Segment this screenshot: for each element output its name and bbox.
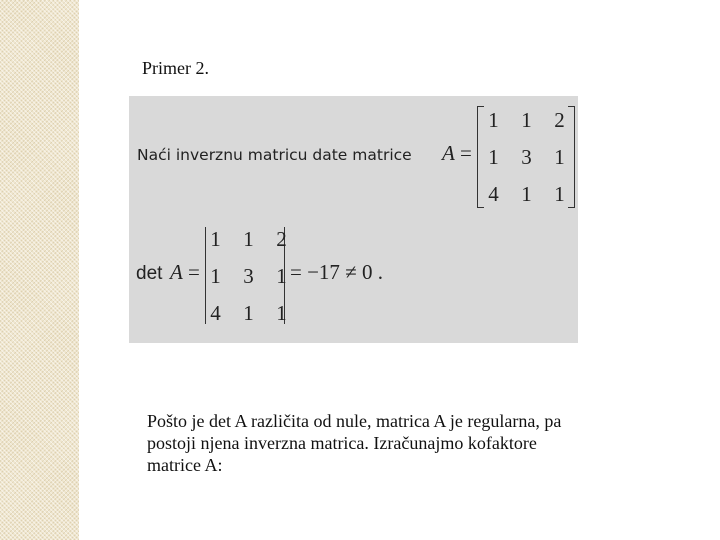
matrix-cell: 1 — [554, 182, 565, 206]
matrix-cell: 1 — [276, 301, 287, 325]
explanation-text — [147, 410, 647, 476]
matrix-cell: 1 — [243, 301, 254, 325]
matrix-variable: A — [442, 141, 455, 165]
matrix-cell: 1 — [488, 145, 499, 169]
text-line: matrice A: — [147, 455, 223, 475]
text-line: postoji njena inverzna matrica. Izračunajmo kofaktore — [147, 433, 537, 453]
equals-sign: = — [460, 141, 472, 165]
matrix-cell: 1 — [276, 264, 287, 288]
det-variable: A — [170, 260, 183, 284]
task-text: Naći inverznu matricu date matrice — [137, 146, 412, 164]
slide-title: Primer 2. — [142, 58, 209, 78]
matrix-cell: 1 — [488, 108, 499, 132]
matrix-cell: 3 — [243, 264, 254, 288]
decorative-side-strip — [0, 0, 79, 540]
matrix-cell: 4 — [488, 182, 499, 206]
text-line: Pošto je det A različita od nule, matrica A je regularna, pa — [147, 411, 562, 431]
matrix-cell: 1 — [554, 145, 565, 169]
matrix-cell: 1 — [210, 264, 221, 288]
det-label: det — [136, 263, 163, 284]
determinant-result: = −17 ≠ 0 . — [290, 260, 383, 284]
matrix-cell: 4 — [210, 301, 221, 325]
matrix-cell: 1 — [521, 108, 532, 132]
matrix-a — [477, 102, 579, 213]
matrix-cell: 2 — [276, 227, 287, 251]
matrix-cell: 2 — [554, 108, 565, 132]
matrix-cell: 1 — [243, 227, 254, 251]
example-image-panel — [129, 96, 578, 343]
det-equals-sign: = — [188, 260, 200, 284]
matrix-cell: 3 — [521, 145, 532, 169]
determinant-matrix — [199, 221, 301, 332]
matrix-cell: 1 — [210, 227, 221, 251]
matrix-cell: 1 — [521, 182, 532, 206]
